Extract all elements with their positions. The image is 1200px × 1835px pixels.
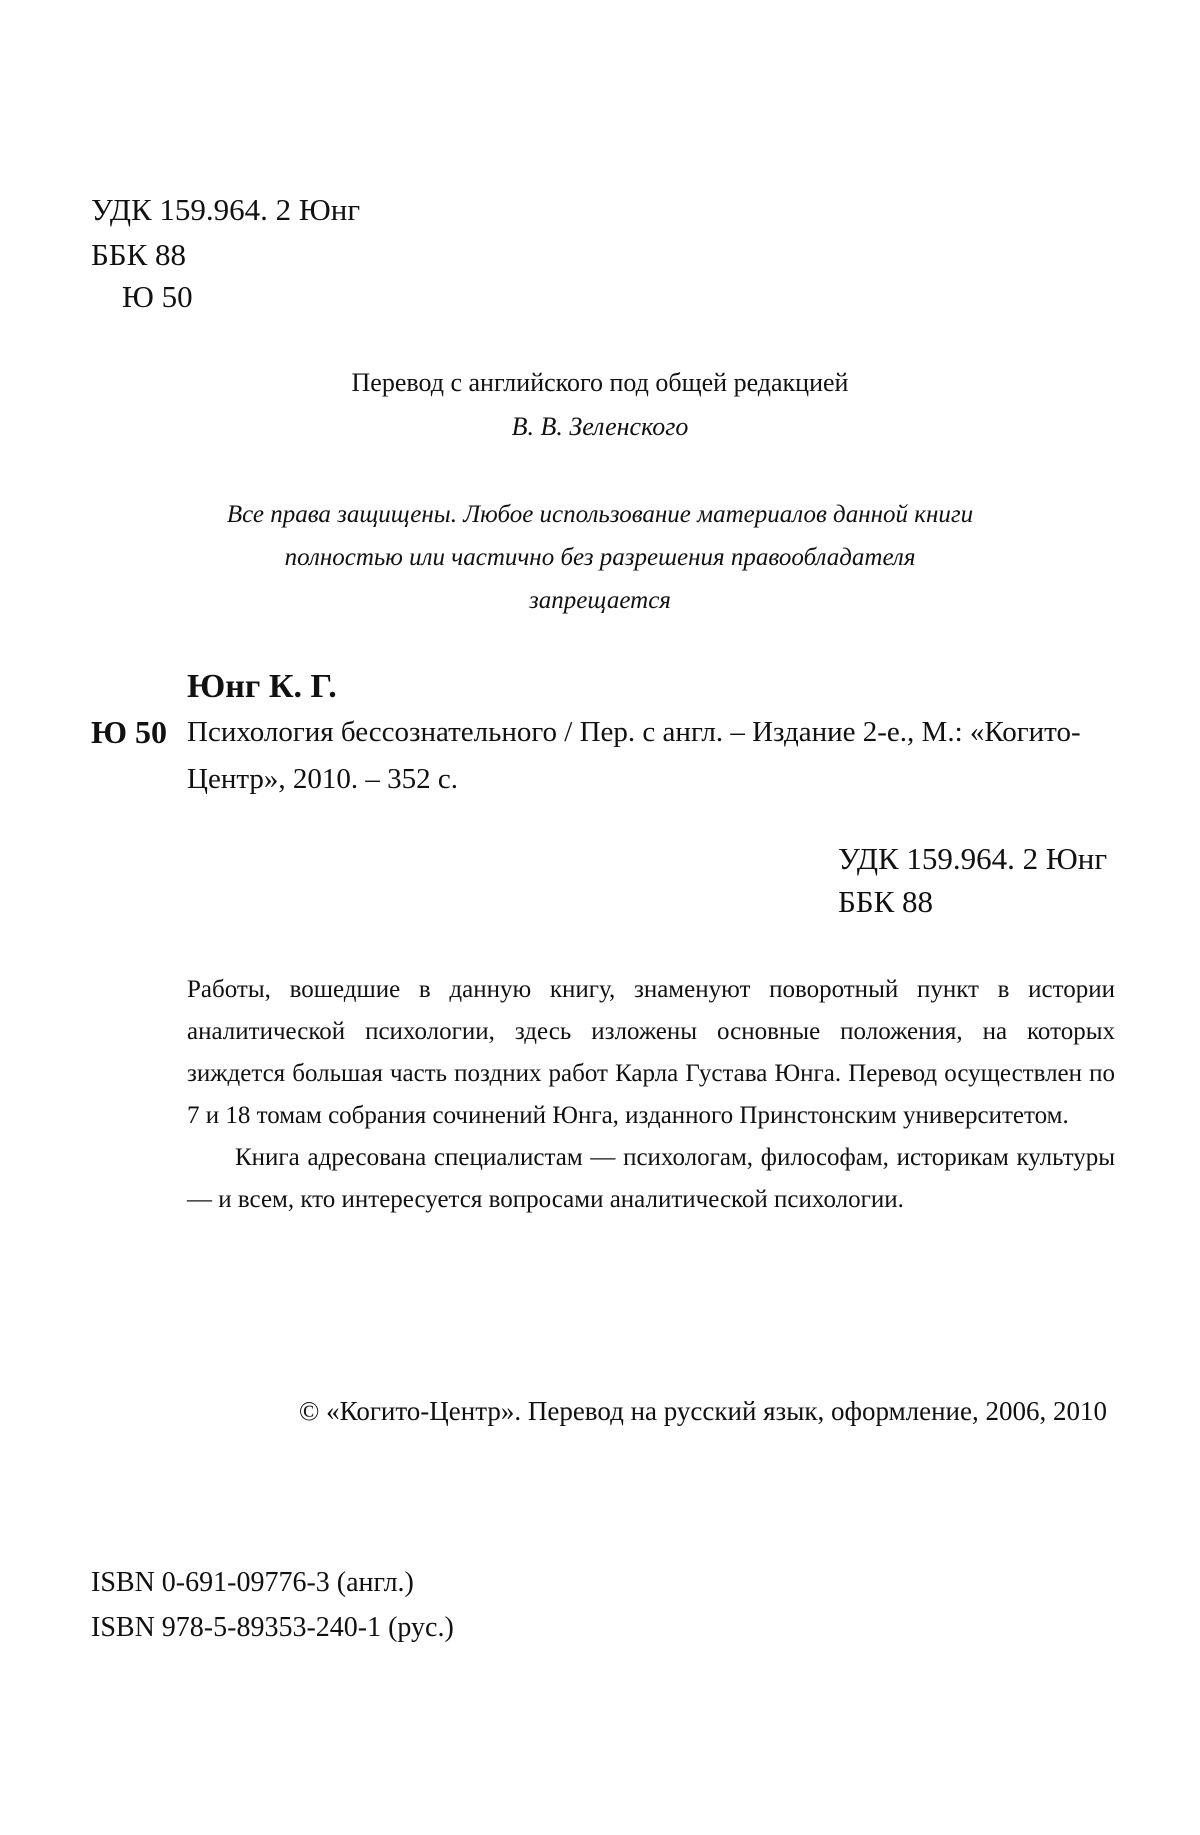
rights-notice-line: Все права защищены. Любое использование материалов данной книги — [0, 497, 1200, 533]
entry-author: Юнг К. Г. — [187, 665, 337, 709]
copyright-line: © «Когито-Центр». Перевод на русский язык, оформление, 2006, 2010 — [299, 1391, 1107, 1431]
isbn-russian: ISBN 978-5-89353-240-1 (рус.) — [91, 1608, 454, 1648]
entry-title-line: Психология бессознательного / Пер. с англ. – Издание 2-е., М.: «Когито- — [187, 710, 1081, 754]
annotation — [187, 969, 1115, 1221]
author-mark: Ю 50 — [122, 277, 193, 317]
udk-code-right: УДК 159.964. 2 Юнг — [838, 839, 1107, 879]
udk-code: УДК 159.964. 2 Юнг — [91, 190, 360, 230]
entry-mark: Ю 50 — [91, 710, 167, 754]
isbn-english: ISBN 0-691-09776-3 (англ.) — [91, 1563, 414, 1603]
bbk-code: ББК 88 — [91, 235, 186, 275]
annotation-paragraph: Работы, вошедшие в данную книгу, знаменуют поворотный пункт в истории аналитической психологии, здесь изложены основные положения, на которых зиждется большая часть поздних работ Карла Густава Юнга. Перевод осуществлен по 7 и 18 томам собрания сочинений Юнга, изданного Принстонским университетом. — [187, 969, 1115, 1137]
rights-notice-line: запрещается — [0, 583, 1200, 619]
translation-credit: Перевод с английского под общей редакцией — [0, 365, 1200, 401]
editor-name: В. В. Зеленского — [0, 409, 1200, 445]
entry-title-line: Центр», 2010. – 352 с. — [187, 757, 458, 801]
rights-notice-line: полностью или частично без разрешения правообладателя — [0, 540, 1200, 576]
bbk-code-right: ББК 88 — [838, 882, 933, 922]
annotation-paragraph: Книга адресована специалистам — психологам, философам, историкам культуры — и всем, кто интересуется вопросами аналитической психологии. — [187, 1137, 1115, 1221]
